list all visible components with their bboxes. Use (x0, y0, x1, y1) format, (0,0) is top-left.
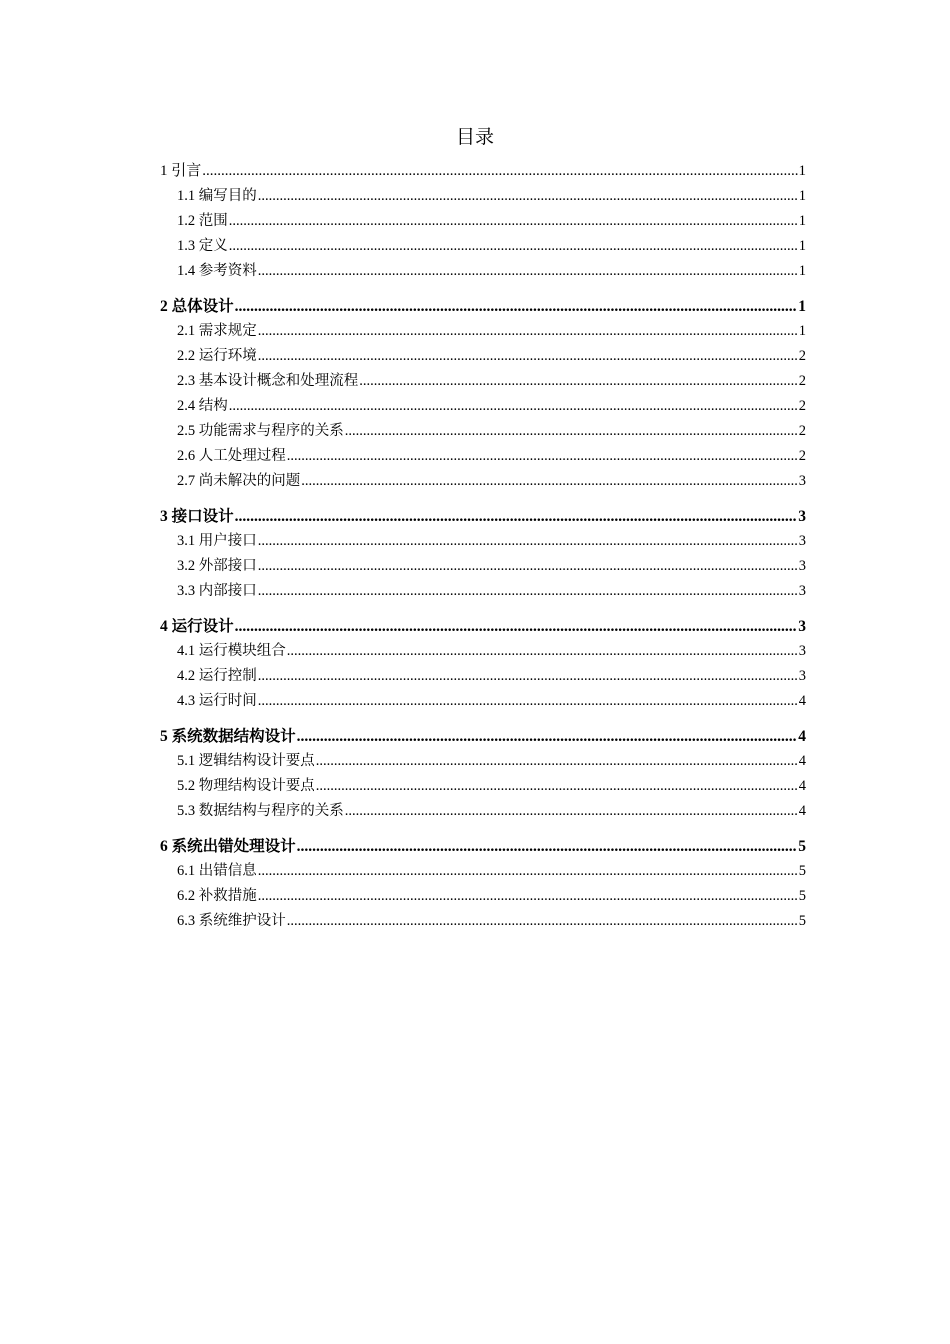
toc-entry-title: 6.2 补救措施 (177, 888, 257, 904)
toc-entry-title: 6.1 出错信息 (177, 863, 257, 879)
toc-chapter-entry[interactable] (160, 724, 806, 749)
toc-entry-title: 5.2 物理结构设计要点 (177, 778, 315, 794)
toc-section-entry[interactable] (160, 184, 806, 209)
toc-page-number: 5 (798, 863, 806, 879)
toc-dot-leader (258, 664, 798, 689)
toc-entry-title: 5.1 逻辑结构设计要点 (177, 753, 315, 769)
toc-section-entry[interactable] (160, 554, 806, 579)
toc-page-number: 3 (798, 533, 806, 549)
toc-dot-leader (297, 834, 798, 859)
toc-entry-title: 4 运行设计 (160, 618, 234, 635)
toc-dot-leader (235, 614, 798, 639)
toc-entry-title: 3.1 用户接口 (177, 533, 257, 549)
toc-entry-title: 4.1 运行模块组合 (177, 643, 286, 659)
toc-dot-leader (301, 469, 798, 494)
toc-dot-leader (316, 774, 798, 799)
toc-dot-leader (258, 184, 798, 209)
toc-section-entry[interactable] (160, 234, 806, 259)
toc-chapter-entry[interactable] (160, 834, 806, 859)
toc-entry-title: 5.3 数据结构与程序的关系 (177, 803, 344, 819)
toc-section-entry[interactable] (160, 469, 806, 494)
toc-section-entry[interactable] (160, 369, 806, 394)
toc-section-entry[interactable] (160, 774, 806, 799)
toc-page-number: 2 (798, 398, 806, 414)
toc-page-number: 1 (798, 263, 806, 279)
toc-entry-title: 6 系统出错处理设计 (160, 838, 296, 855)
toc-entry-title: 2.5 功能需求与程序的关系 (177, 423, 344, 439)
toc-entry-title: 1 引言 (160, 163, 202, 179)
toc-section-entry[interactable] (160, 884, 806, 909)
toc-section-entry[interactable] (160, 259, 806, 284)
toc-entry-title: 3.3 内部接口 (177, 583, 257, 599)
toc-section-entry[interactable] (160, 579, 806, 604)
toc-section-entry[interactable] (160, 664, 806, 689)
toc-entry-title: 1.3 定义 (177, 238, 228, 254)
table-of-contents (160, 159, 806, 934)
toc-entry-title: 4.2 运行控制 (177, 668, 257, 684)
toc-title: 目录 (455, 126, 494, 148)
toc-page-number: 3 (798, 583, 806, 599)
toc-page-number: 5 (798, 888, 806, 904)
toc-page-number: 1 (798, 188, 806, 204)
toc-chapter-entry[interactable] (160, 614, 806, 639)
toc-page-number: 4 (798, 728, 806, 745)
toc-section-entry[interactable] (160, 419, 806, 444)
toc-dot-leader (258, 259, 798, 284)
toc-page-number: 3 (798, 618, 806, 635)
toc-dot-leader (297, 724, 798, 749)
toc-entry-title: 3.2 外部接口 (177, 558, 257, 574)
toc-dot-leader (287, 639, 798, 664)
toc-dot-leader (258, 344, 798, 369)
toc-section-entry[interactable] (160, 749, 806, 774)
toc-entry-title: 3 接口设计 (160, 508, 234, 525)
toc-dot-leader (229, 394, 798, 419)
toc-page-number: 2 (798, 448, 806, 464)
toc-entry-title: 2.4 结构 (177, 398, 228, 414)
toc-chapter-entry[interactable] (160, 159, 806, 184)
toc-section-entry[interactable] (160, 909, 806, 934)
toc-page-number: 2 (798, 373, 806, 389)
toc-dot-leader (359, 369, 798, 394)
toc-entry-title: 5 系统数据结构设计 (160, 728, 296, 745)
toc-entry-title: 1.2 范围 (177, 213, 228, 229)
toc-entry-title: 2.6 人工处理过程 (177, 448, 286, 464)
toc-entry-title: 4.3 运行时间 (177, 693, 257, 709)
toc-dot-leader (258, 859, 798, 884)
toc-dot-leader (287, 444, 798, 469)
toc-dot-leader (316, 749, 798, 774)
toc-dot-leader (258, 529, 798, 554)
toc-entry-title: 2.7 尚未解决的问题 (177, 473, 301, 489)
toc-page-number: 1 (798, 213, 806, 229)
toc-section-entry[interactable] (160, 859, 806, 884)
toc-page-number: 3 (798, 473, 806, 489)
toc-chapter-entry[interactable] (160, 294, 806, 319)
toc-chapter-entry[interactable] (160, 504, 806, 529)
toc-page-number: 1 (798, 298, 806, 315)
toc-dot-leader (229, 234, 798, 259)
toc-page-number: 4 (798, 693, 806, 709)
toc-dot-leader (345, 419, 798, 444)
toc-section-entry[interactable] (160, 209, 806, 234)
toc-page-number: 3 (798, 558, 806, 574)
toc-section-entry[interactable] (160, 319, 806, 344)
toc-page-number: 4 (798, 753, 806, 769)
toc-section-entry[interactable] (160, 444, 806, 469)
toc-section-entry[interactable] (160, 529, 806, 554)
toc-section-entry[interactable] (160, 799, 806, 824)
toc-dot-leader (258, 884, 798, 909)
toc-page-number: 1 (798, 238, 806, 254)
toc-section-entry[interactable] (160, 344, 806, 369)
toc-dot-leader (345, 799, 798, 824)
toc-page-number: 5 (798, 838, 806, 855)
toc-page-number: 2 (798, 348, 806, 364)
toc-section-entry[interactable] (160, 394, 806, 419)
toc-dot-leader (258, 579, 798, 604)
toc-dot-leader (258, 689, 798, 714)
toc-dot-leader (202, 159, 797, 184)
toc-section-entry[interactable] (160, 689, 806, 714)
toc-entry-title: 1.4 参考资料 (177, 263, 257, 279)
toc-entry-title: 2 总体设计 (160, 298, 234, 315)
toc-dot-leader (235, 294, 798, 319)
toc-entry-title: 1.1 编写目的 (177, 188, 257, 204)
toc-page-number: 1 (798, 163, 806, 179)
toc-entry-title: 2.1 需求规定 (177, 323, 257, 339)
toc-dot-leader (258, 554, 798, 579)
toc-dot-leader (229, 209, 798, 234)
toc-section-entry[interactable] (160, 639, 806, 664)
toc-dot-leader (258, 319, 798, 344)
toc-page-number: 3 (798, 508, 806, 525)
toc-entry-title: 2.2 运行环境 (177, 348, 257, 364)
toc-page-number: 1 (798, 323, 806, 339)
toc-page-number: 4 (798, 803, 806, 819)
toc-dot-leader (235, 504, 798, 529)
toc-page-number: 5 (798, 913, 806, 929)
toc-page-number: 2 (798, 423, 806, 439)
toc-entry-title: 6.3 系统维护设计 (177, 913, 286, 929)
toc-page-number: 3 (798, 643, 806, 659)
toc-page-number: 3 (798, 668, 806, 684)
toc-page-number: 4 (798, 778, 806, 794)
toc-dot-leader (287, 909, 798, 934)
toc-entry-title: 2.3 基本设计概念和处理流程 (177, 373, 359, 389)
